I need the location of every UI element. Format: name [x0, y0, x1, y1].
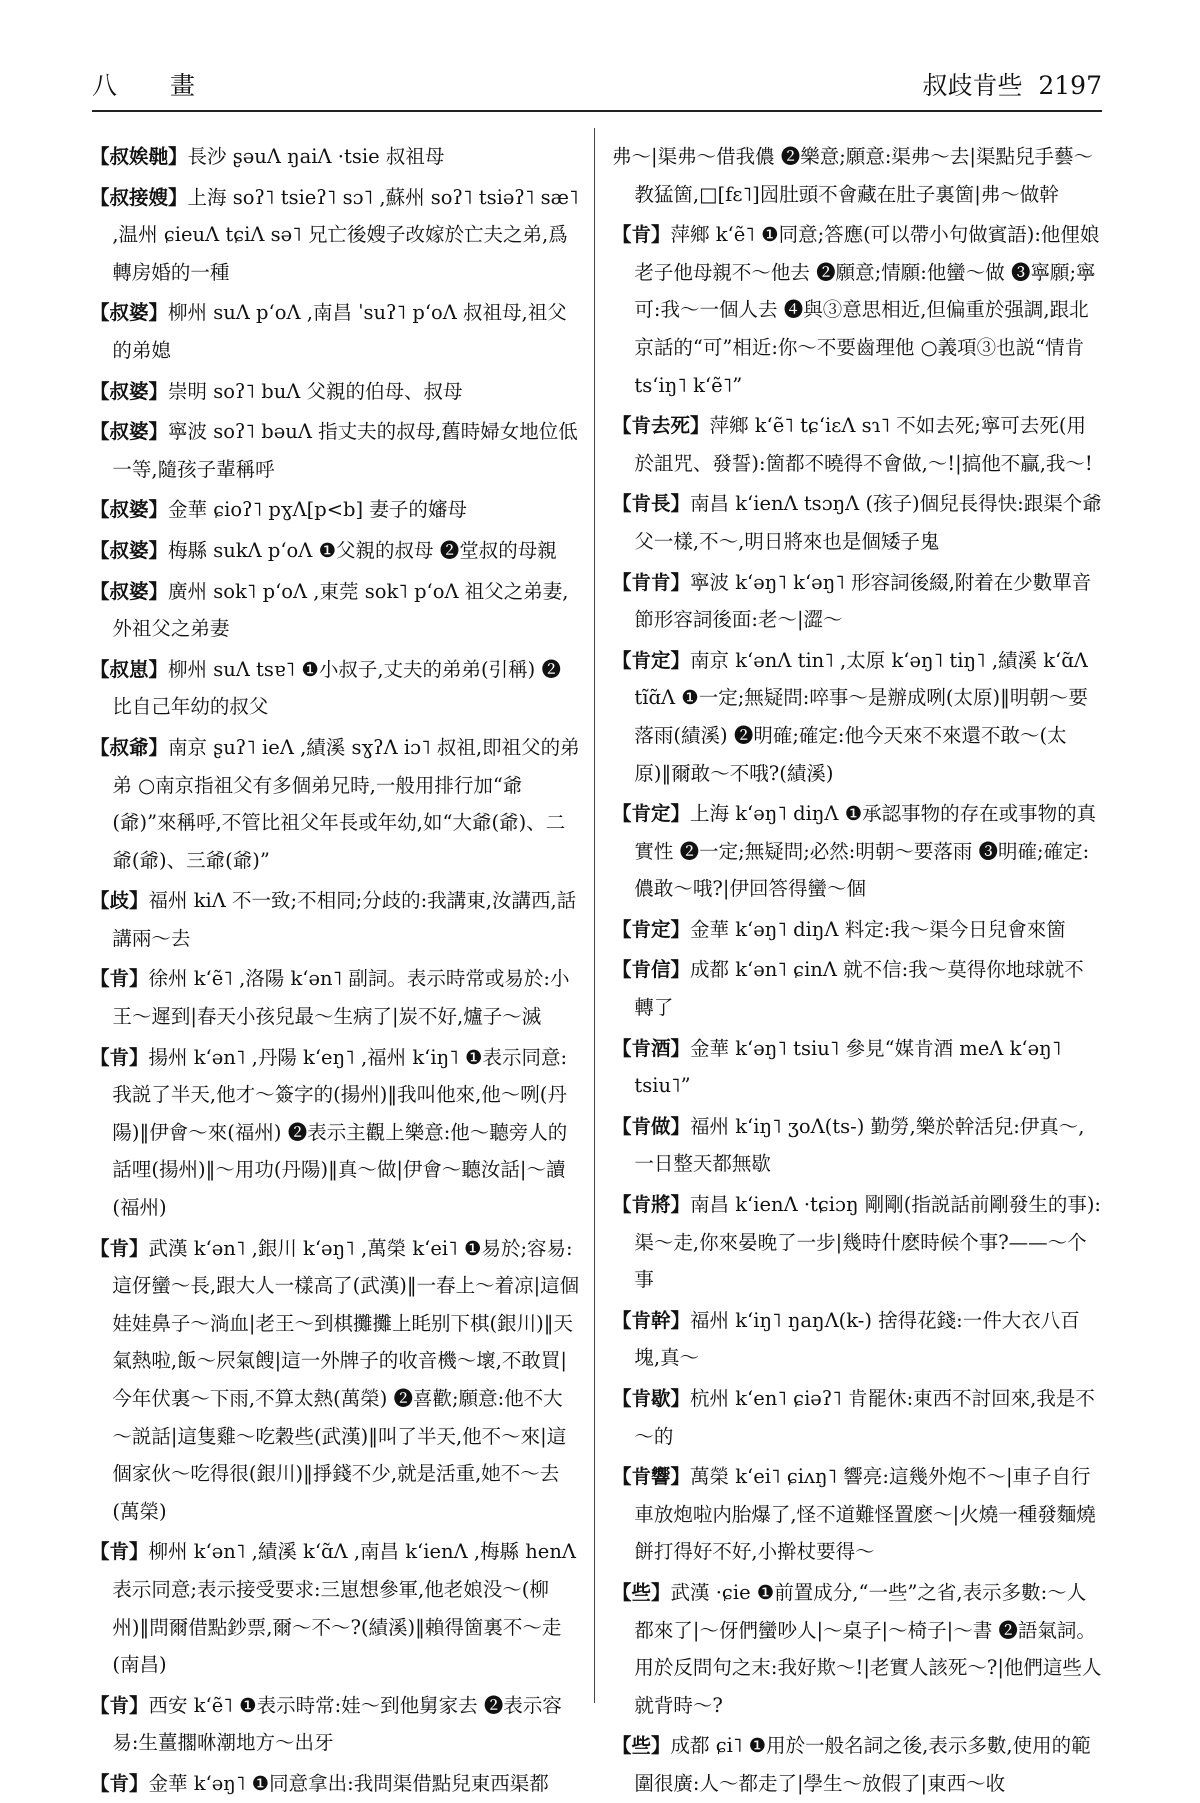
- entry-headword: 【叔娭毑】: [90, 145, 188, 168]
- dictionary-entry: [90, 729, 580, 879]
- dictionary-entry: [612, 1186, 1102, 1299]
- entry-definition: 萬榮 kʻei˥ ɕiʌŋ˥ 響亮:這幾外炮不～|車子自行車放炮啦内胎爆了,怪不道難怪置麽～|火燒一種發麵燒餅打得好不好,小擀杖要得～: [634, 1465, 1096, 1564]
- entry-definition: 南京 ʂuʔ˥ ieɅ ,績溪 sɣʔɅ iɔ˥ 叔祖,即祖父的弟弟 ○南京指祖父有多個弟兄時,一般用排行加“爺(爺)”來稱呼,不管比祖父年長或年幼,如“大爺(爺)、二爺(爺)、三爺(爺)”: [112, 735, 580, 872]
- entry-headword: 【肯歇】: [612, 1387, 691, 1410]
- entry-headword: 【些】: [612, 1734, 671, 1758]
- entry-definition: 金華 kʻəŋ˥ tsiu˥ 參見“媒肯酒 meɅ kʻəŋ˥ tsiu˥”: [634, 1036, 1062, 1098]
- dictionary-entry: [90, 1230, 580, 1531]
- entry-definition: 金華 ɕioʔ˥ pɣɅ[p<b] 妻子的嬸母: [168, 498, 467, 522]
- dictionary-entry: [90, 960, 580, 1035]
- entry-headword: 【叔婆】: [90, 420, 169, 444]
- entry-headword: 【肯】: [90, 1236, 149, 1260]
- entry-definition: 福州 kʻiŋ˥ ŋaŋɅ(k-) 捨得花錢:一件大衣八百塊,真～: [634, 1308, 1080, 1370]
- entry-definition: 廣州 sok˥ pʻoɅ ,東莞 sok˥ pʻoɅ 祖父之弟妻,外祖父之弟妻: [112, 579, 569, 641]
- entry-definition: 萍鄉 kʻẽ˥ ❶同意;答應(可以帶小句做賓語):他俚娘老子他母親不～他去 ❷願意;情願:他蠻～做 ❸寧願;寧可:我～一個人去 ❹與③意思相近,但偏重於强調,跟北京話的“可”相近:你～不要齒理他 ○義項③也説“情肯 tsʻiŋ˥ kʻẽ˥”: [634, 223, 1100, 397]
- entry-definition: 崇明 soʔ˥ buɅ 父親的伯母、叔母: [168, 379, 463, 403]
- dictionary-entry: [612, 1302, 1102, 1377]
- entry-headword: 【肯】: [90, 967, 149, 991]
- entry-headword: 【肯】: [90, 1771, 149, 1795]
- entry-headword: 【肯長】: [612, 492, 691, 516]
- dictionary-entry: [90, 1533, 580, 1683]
- right-column: [612, 138, 1102, 1795]
- entry-definition: 福州 kiɅ 不一致;不相同;分歧的:我講東,汝講西,話講兩～去: [112, 889, 577, 950]
- entry-definition: 弗～|渠弗～借我儂 ❷樂意;願意:渠弗～去|渠點兒手藝～教猛箇,□[fɛ˥]囥肚頭不會藏在肚子裏箇|弗～做幹: [612, 145, 1093, 206]
- entry-definition: 福州 kʻiŋ˥ ʒoɅ(ts-) 勤勞,樂於幹活兒:伊真～,一日整天都無歇: [634, 1114, 1085, 1176]
- entry-definition: 長沙 ʂəuɅ ŋaiɅ ·tsie 叔祖母: [187, 145, 445, 168]
- entry-headword: 【肯去死】: [612, 414, 710, 438]
- entry-definition: 金華 kʻəŋ˥ diŋɅ 料定:我～渠今日兒會來箇: [690, 917, 1066, 941]
- entry-definition: 寧波 kʻəŋ˥ kʻəŋ˥ 形容詞後綴,附着在少數單音節形容詞後面:老～|澀～: [634, 570, 1092, 632]
- entry-definition: 上海 kʻəŋ˥ diŋɅ ❶承認事物的存在或事物的真實性 ❷一定;無疑問;必然:明朝～要落雨 ❸明確;確定:儂敢～哦?|伊回答得蠻～個: [634, 802, 1097, 901]
- entry-headword: 【叔婆】: [90, 498, 169, 522]
- dictionary-entry: [612, 951, 1102, 1026]
- entry-headword: 【叔婆】: [90, 301, 169, 325]
- dictionary-entry: [612, 1108, 1102, 1183]
- entry-headword: 【肯將】: [612, 1193, 691, 1217]
- entry-headword: 【肯】: [90, 1693, 149, 1717]
- dictionary-entry: [612, 216, 1102, 404]
- dictionary-entry: [90, 138, 580, 176]
- entry-definition: 柳州 kʻən˥ ,績溪 kʻɑ̃Ʌ ,南昌 kʻienɅ ,梅縣 henɅ 表示同意;表示接受要求:三崽想參軍,他老娘没～(柳州)‖問爾借點鈔票,爾～不～?(績溪)‖賴得箇裏不～走(南昌): [112, 1540, 576, 1677]
- entry-definition: 南昌 kʻienɅ ·tɕiɔŋ 剛剛(指説話前剛發生的事):渠～走,你來晏晚了一步|幾時什麽時候个事?——～个事: [634, 1193, 1102, 1292]
- dictionary-entry: [90, 413, 580, 488]
- entry-definition: 柳州 suɅ pʻoɅ ,南昌 ˈsuʔ˥ pʻoɅ 叔祖母,祖父的弟媳: [112, 301, 567, 362]
- header-keywords-and-page: [922, 66, 1102, 102]
- entry-headword: 【肯幹】: [612, 1308, 691, 1332]
- left-column: [90, 138, 580, 1795]
- entry-definition: 揚州 kʻən˥ ,丹陽 kʻeŋ˥ ,福州 kʻiŋ˥ ❶表示同意:我説了半天,他才～簽字的(揚州)‖我叫他來,他～咧(丹陽)‖伊會～來(福州) ❷表示主觀上樂意:他～聽旁人的話哩(揚州)‖～用功(丹陽)‖真～做|伊會～聽汝話|～讀(福州): [112, 1045, 568, 1220]
- dictionary-entry: [90, 532, 580, 570]
- entry-definition: 南昌 kʻienɅ tsɔŋɅ (孩子)個兒長得快:跟渠个爺父一樣,不～,明日將來也是個矮子鬼: [634, 492, 1102, 553]
- entry-definition: 成都 kʻən˥ ɕinɅ 就不信:我～莫得你地球就不轉了: [634, 958, 1084, 1020]
- dictionary-entry: [612, 1458, 1102, 1571]
- entry-definition: 上海 soʔ˥ tsieʔ˥ sɔ˥ ,蘇州 soʔ˥ tsiəʔ˥ sæ˥ ,温州 ɕieuɅ tɕiɅ sə˥ 兄亡後嫂子改嫁於亡夫之弟,爲轉房婚的一種: [112, 185, 579, 284]
- dictionary-entry: [90, 491, 580, 529]
- page-number: 2197: [1038, 71, 1102, 100]
- entry-definition: 杭州 kʻen˥ ɕiəʔ˥ 肯罷休:東西不討回來,我是不～的: [634, 1387, 1095, 1448]
- dictionary-entry: [612, 1727, 1102, 1802]
- dictionary-entry: [90, 882, 580, 957]
- dictionary-entry: [612, 795, 1102, 908]
- entry-headword: 【歧】: [90, 889, 149, 913]
- entry-headword: 【叔婆】: [90, 579, 169, 603]
- entry-definition: 成都 ɕi˥ ❶用於一般名詞之後,表示多數,使用的範圍很廣:人～都走了|學生～放假了|東西～收: [634, 1734, 1091, 1795]
- entry-headword: 【肯】: [90, 1045, 149, 1069]
- entry-definition: 徐州 kʻẽ˥ ,洛陽 kʻən˥ 副詞。表示時常或易於:小王～遲到|春天小孩兒最～生病了|炭不好,爐子～滅: [112, 967, 570, 1029]
- column-divider: [594, 128, 595, 1703]
- dictionary-entry: [612, 407, 1102, 482]
- entry-headword: 【肯定】: [612, 802, 691, 826]
- entry-headword: 【肯做】: [612, 1114, 691, 1138]
- section-title: 八 畫: [92, 71, 210, 100]
- running-header: [92, 66, 1102, 112]
- dictionary-entry: [612, 1030, 1102, 1105]
- dictionary-entry: [90, 1687, 580, 1762]
- dictionary-entry: [612, 911, 1102, 949]
- entry-definition: 萍鄉 kʻẽ˥ tɕʻiɛɅ sɿ˥ 不如去死;寧可去死(用於詛咒、發誓):箇都不曉得不會做,～!|搞他不贏,我～!: [634, 414, 1093, 475]
- entry-definition: 寧波 soʔ˥ bəuɅ 指丈夫的叔母,舊時婦女地位低一等,隨孩子輩稱呼: [112, 420, 578, 481]
- entry-headword: 【肯肯】: [612, 570, 691, 594]
- entry-definition: 金華 kʻəŋ˥ ❶同意拿出:我問渠借點兒東西渠都: [148, 1771, 549, 1795]
- entry-headword: 【肯】: [612, 223, 671, 247]
- entry-headword: 【叔婆】: [90, 379, 169, 403]
- dictionary-entry: [90, 373, 580, 411]
- entry-definition: 南京 kʻənɅ tin˥ ,太原 kʻəŋ˥ tiŋ˥ ,績溪 kʻɑ̃Ʌ tĩɑ̃Ʌ ❶一定;無疑問:啐事～是辦成咧(太原)‖明朝～要落雨(績溪) ❷明確;確定:他今天來不來還不敢～(太原)‖爾敢～不哦?(績溪): [634, 648, 1088, 785]
- dictionary-entry: [612, 1574, 1102, 1724]
- entry-headword: 【些】: [612, 1580, 671, 1604]
- entry-headword: 【肯酒】: [612, 1036, 691, 1060]
- dictionary-entry: [90, 1039, 580, 1227]
- entry-headword: 【叔婆】: [90, 538, 169, 562]
- dictionary-entry: [90, 294, 580, 369]
- entry-headword: 【叔崽】: [90, 657, 169, 681]
- entry-definition: 梅縣 sukɅ pʻoɅ ❶父親的叔母 ❷堂叔的母親: [168, 538, 557, 562]
- dictionary-entry: [612, 642, 1102, 792]
- dictionary-entry: [612, 564, 1102, 639]
- entry-headword: 【肯】: [90, 1540, 149, 1564]
- dictionary-entry: [90, 1765, 580, 1803]
- entry-definition: 西安 kʻẽ˥ ❶表示時常:娃～到他舅家去 ❷表示容易:生薑擱咻潮地方～出牙: [112, 1693, 562, 1755]
- dictionary-entry: [612, 1380, 1102, 1455]
- dictionary-entry: [90, 651, 580, 726]
- entry-headword: 【肯定】: [612, 648, 691, 672]
- entry-definition: 柳州 suɅ tsɐ˥ ❶小叔子,丈夫的弟弟(引稱) ❷比自己年幼的叔父: [112, 657, 561, 719]
- entry-headword: 【叔接嫂】: [90, 185, 188, 209]
- header-keywords: 叔歧肯些: [922, 71, 1023, 100]
- dictionary-entry: [612, 138, 1102, 213]
- entry-headword: 【肯信】: [612, 958, 691, 982]
- dictionary-entry: [90, 573, 580, 648]
- dictionary-entry: [612, 485, 1102, 560]
- entry-definition: 武漢 kʻən˥ ,銀川 kʻəŋ˥ ,萬榮 kʻei˥ ❶易於;容易:這伢蠻～長,跟大人一樣高了(武漢)‖一春上～着凉|這個娃娃鼻子～淌血|老王～到棋攤攤上眊别下棋(銀川)‖天氣熱啦,飯～屄氣餿|這一外牌子的收音機～壞,不敢買|今年伏裏～下雨,不算太熱(萬榮) ❷喜歡;願意:他不大～説話|這隻雞～吃穀些(武漢)‖叫了半天,他不～來|這個家伙～吃得很(銀川)‖掙錢不少,就是活重,她不～去(萬榮): [112, 1236, 580, 1523]
- entry-definition: 武漢 ·ɕie ❶前置成分,“一些”之省,表示多數:～人都來了|～伢們蠻吵人|～桌子|～椅子|～書 ❷語氣詞。用於反問句之末:我好欺～!|老實人該死～?|他們這些人就背時～?: [634, 1580, 1102, 1717]
- dictionary-entry: [90, 179, 580, 292]
- entry-headword: 【肯響】: [612, 1465, 691, 1489]
- entry-headword: 【叔爺】: [90, 735, 169, 759]
- entry-headword: 【肯定】: [612, 917, 691, 941]
